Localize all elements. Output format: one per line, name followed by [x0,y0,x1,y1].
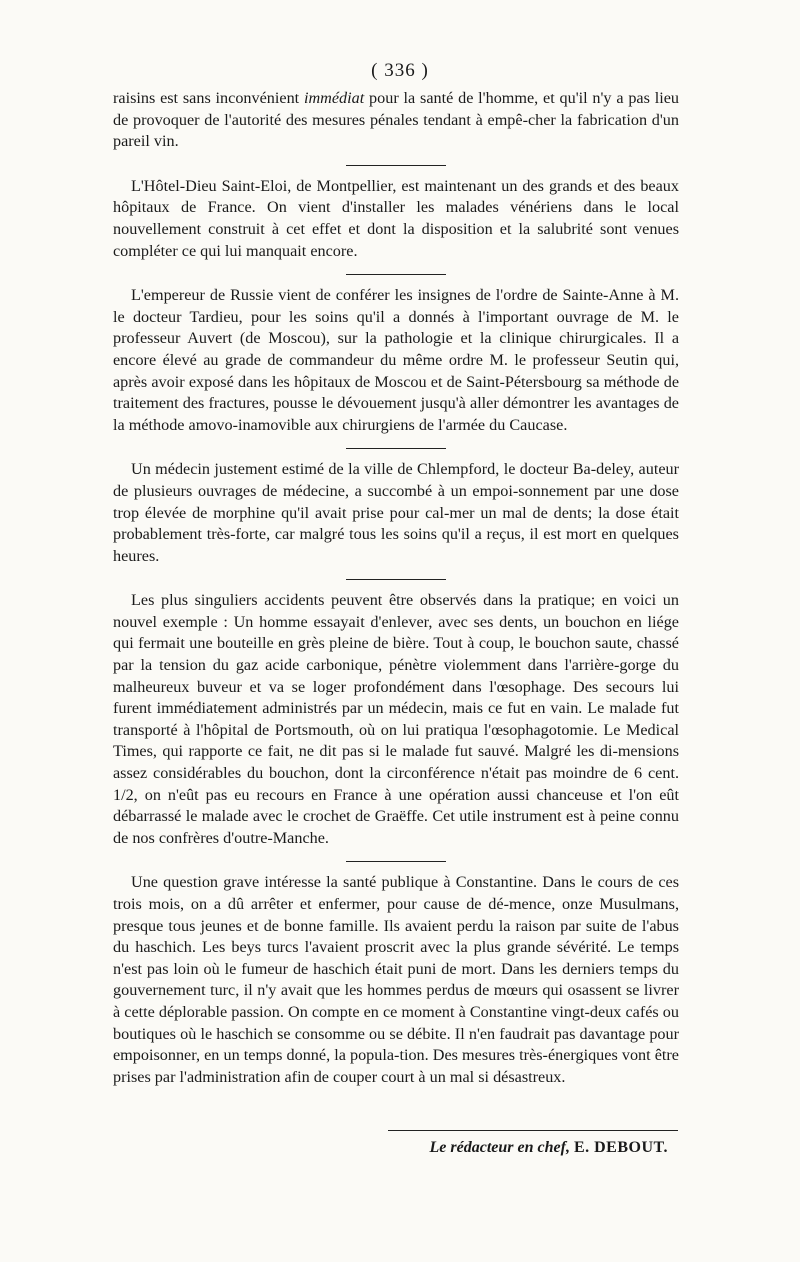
paragraph [113,88,679,153]
signature-role: Le rédacteur en chef, [429,1139,570,1156]
section-divider [346,579,446,580]
section-divider [346,861,446,862]
paragraph-text: Une question grave intéresse la santé publique à Constantine. Dans le cours de ces trois mois, on a dû arrêter et enfermer, pour cause de dé-mence, onze Musulmans, presque tous jeunes et de bonne famille. Ils avaient perdu la raison par suite de l'abus du haschich. Les beys turcs l'avaient proscrit avec la plus grande sévérité. Le temps n'est pas loin où le fumeur de haschich était puni de mort. Dans les derniers temps du gouvernement turc, il n'y avait que les hommes perdus de mœurs qui osassent se livrer à cette déplorable passion. On compte en ce moment à Constantine vingt-deux cafés ou boutiques où le haschich se consomme ou se débite. Il n'en faudrait pas davantage pour empoisonner, en un temps donné, la popula-tion. Des mesures très-énergiques vont être prises par l'administration afin de couper court à un mal si désastreux. [113,873,679,1086]
paragraph-text: Un médecin justement estimé de la ville de Chlempford, le docteur Ba-deley, auteur de plusieurs ouvrages de médecine, a succombé à un empoi-sonnement par une dose trop élevée de morphine qu'il avait prise pour cal-mer un mal de dents; la dose était probablement très-forte, car malgré tous les soins qu'il a reçus, il est mort en quelques heures. [113,460,679,565]
paragraph-text: Les plus singuliers accidents peuvent être observés dans la pratique; en voici un nouvel exemple : Un homme essayait d'enlever, avec ses dents, un bouchon en liége qui fermait une bouteille en grès pleine de bière. Tout à coup, le bouchon saute, chassé par la tension du gaz acide carbonique, pénètre violemment dans l'arrière-gorge du malheureux buveur et va se loger profondément dans l'œsophage. Des secours lui furent immédiatement administrés par un médecin, mais ce fut en vain. Le malade fut transporté à l'hôpital de Portsmouth, où on lui pratiqua l'œsophagotomie. Le Medical Times, qui rapporte ce fait, ne dit pas si le malade fut sauvé. Malgré les di-mensions assez considérables du bouchon, dont la circonférence n'était pas moindre de 6 cent. 1/2, on n'eût pas eu recours en France à une opération aussi chanceuse et l'on eût débarrassé le malade avec le crochet de Graëffe. Cet utile instrument est à peine connu de nos confrères d'outre-Manche. [113,591,679,847]
paragraph [113,285,679,436]
paragraph-text: L'Hôtel-Dieu Saint-Eloi, de Montpellier, est maintenant un des grands et des beaux hôpitaux de France. On vient d'installer les malades vénériens dans le local nouvellement construit à cet effet et dont la disposition et la salubrité sont venues compléter ce qui lui manquait encore. [113,176,679,260]
signature-name: E. DEBOUT. [573,1139,668,1156]
signature-divider [388,1130,678,1131]
page-number: ( 336 ) [371,60,429,81]
paragraph [113,459,679,567]
signature-line [388,1139,678,1157]
paragraph [113,176,679,262]
paragraph-text: L'empereur de Russie vient de conférer les insignes de l'ordre de Sainte-Anne à M. le docteur Tardieu, pour les soins qu'il a donnés à l'important ouvrage de M. le professeur Auvert (de Moscou), sur la pathologie et la clinique chirurgicales. Il a encore élevé au grade de commandeur du même ordre M. le professeur Seutin qui, après avoir exposé dans les hôpitaux de Moscou et de Saint-Pétersbourg sa méthode de traitement des fractures, pousse le dévouement jusqu'à aller démontrer les avantages de la méthode amovo-inamovible aux chirurgiens de l'armée du Caucase. [113,286,679,434]
section-divider [346,448,446,449]
signature-block [388,1130,678,1157]
paragraph [113,872,679,1088]
section-divider [346,165,446,166]
paragraph [113,590,679,849]
paragraph-text: pour la santé de l'homme, et qu'il n'y a pas lieu de provoquer de l'autorité des mesures pénales tendant à empê-cher la fabrication d'un pareil vin. [113,89,679,151]
section-divider [346,274,446,275]
paragraph-text: raisins est sans inconvénient [113,89,304,107]
emphasis-text: immédiat [303,89,365,107]
article-body [113,88,679,1088]
